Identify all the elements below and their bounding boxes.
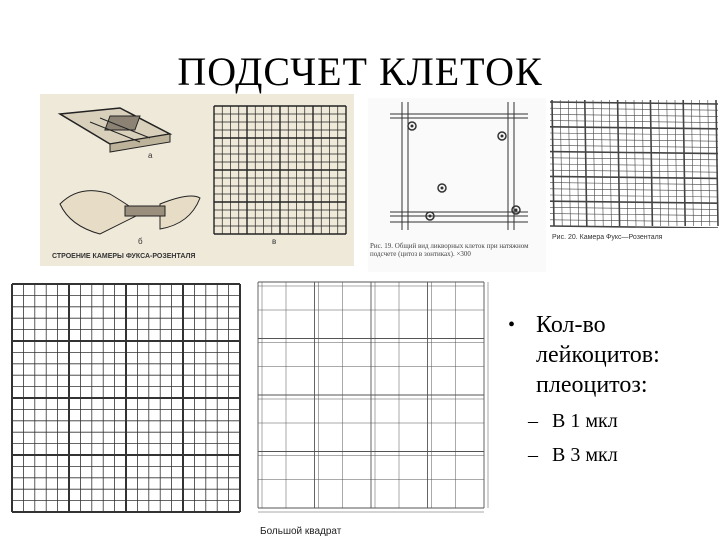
bullet-dot-icon: • (508, 314, 516, 336)
fuchs-rosenthal-chamber-illustration (40, 94, 354, 266)
big-square-caption: Большой квадрат (260, 526, 342, 537)
slide-title: ПОДСЧЕТ КЛЕТОК (177, 49, 543, 94)
bullet-main (508, 310, 718, 400)
dash-icon: – (528, 410, 538, 432)
counting-grid-big-square (252, 276, 496, 540)
grid-caption: Рис. 20. Камера Фукс—Розенталя (552, 234, 663, 241)
sub-bullet-1-text: В 1 мкл (552, 410, 618, 432)
label-a: а (148, 151, 153, 160)
dash-icon: – (528, 444, 538, 466)
fuchs-rosenthal-grid-image (548, 98, 720, 242)
label-b: б (138, 237, 143, 246)
cells-caption: Рис. 19. Общий вид ликворных клеток при натяжном подсчете (цитоз в зонтиках). ×300 (370, 242, 529, 258)
sub-bullet-2 (528, 442, 718, 468)
counting-grid-fine (6, 280, 246, 524)
chamber-caption: СТРОЕНИЕ КАМЕРЫ ФУКСА-РОЗЕНТАЛЯ (52, 253, 196, 260)
bullet-main-text: Кол-во лейкоцитов: плеоцитоз: (536, 312, 660, 398)
label-v: в (272, 237, 277, 246)
sub-bullet-1 (528, 408, 718, 434)
sub-bullet-2-text: В 3 мкл (552, 444, 618, 466)
bullet-list (508, 310, 718, 468)
liquor-cells-drawing (368, 98, 546, 272)
